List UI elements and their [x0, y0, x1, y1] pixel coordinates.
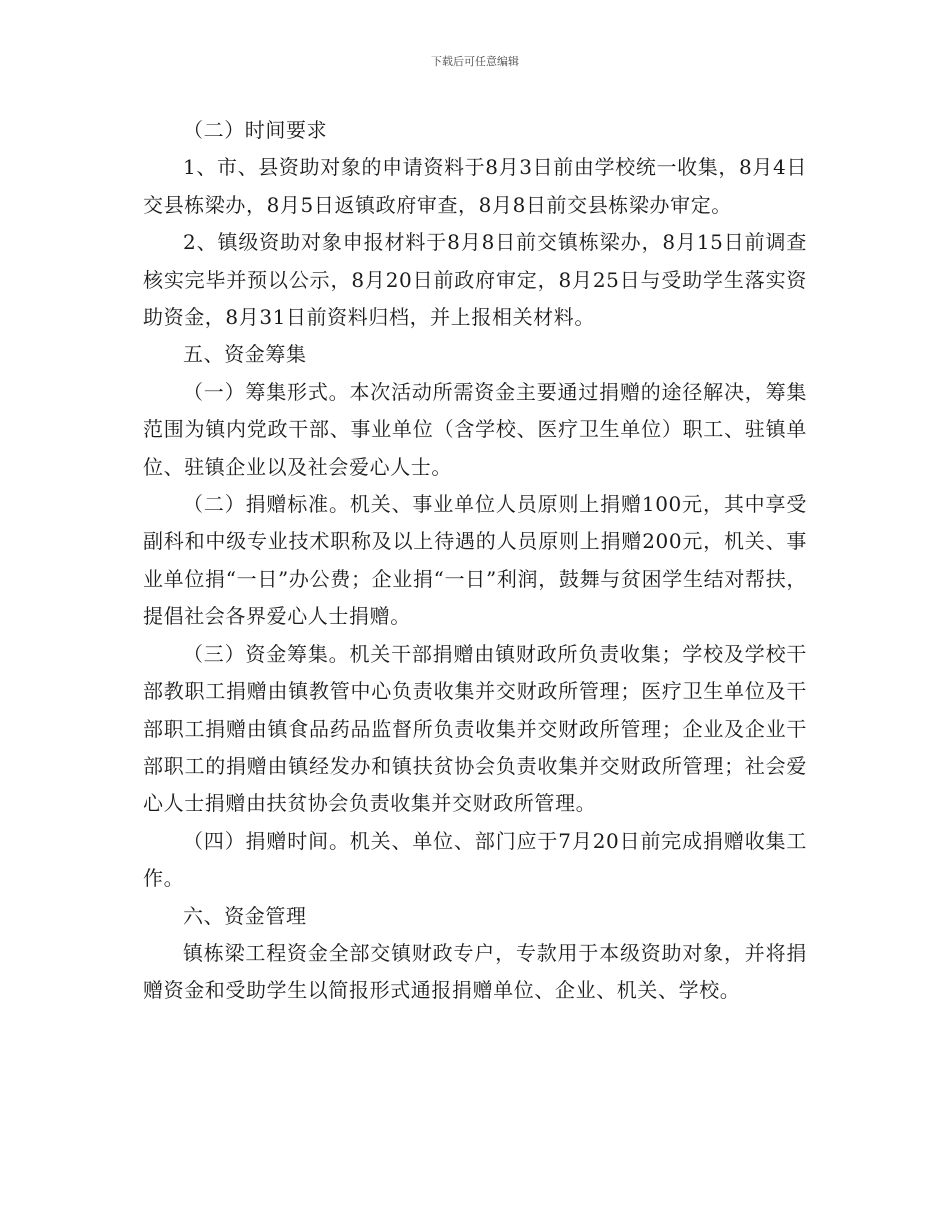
- paragraph-fund-management: 镇栋梁工程资金全部交镇财政专户，专款用于本级资助对象，并将捐赠资金和受助学生以简报形式通报捐赠单位、企业、机关、学校。: [143, 940, 807, 1003]
- paragraph-city-county-deadlines: 1、市、县资助对象的申请资料于8月3日前由学校统一收集，8月4日交县栋梁办，8月5日返镇政府审查，8月8日前交县栋梁办审定。: [143, 155, 807, 217]
- paragraph-town-deadlines: 2、镇级资助对象申报材料于8月8日前交镇栋梁办，8月15日前调查核实完毕并预以公示，8月20日前政府审定，8月25日与受助学生落实资助资金，8月31日前资料归档，并上报相关材料。: [143, 230, 808, 330]
- section-heading-time-requirements: （二）时间要求: [183, 118, 328, 142]
- page-header-note: 下载后可任意编辑: [431, 55, 519, 68]
- paragraph-donation-time: （四）捐赠时间。机关、单位、部门应于7月20日前完成捐赠收集工作。: [143, 828, 807, 891]
- paragraph-donation-standard: （二）捐赠标准。机关、事业单位人员原则上捐赠100元，其中享受副科和中级专业技术职称及以上待遇的人员原则上捐赠200元，机关、事业单位捐“一日”办公费；企业捐“一日”利润，鼓舞与贫困学生结对帮扶，提倡社会各界爱心人士捐赠。: [143, 492, 807, 629]
- section-heading-fund-management: 六、资金管理: [183, 903, 307, 928]
- document-body: [143, 112, 807, 1010]
- paragraph-fund-collection: （三）资金筹集。机关干部捐赠由镇财政所负责收集；学校及学校干部教职工捐赠由镇教管中心负责收集并交财政所管理；医疗卫生单位及干部职工捐赠由镇食品药品监督所负责收集并交财政所管理；企业及企业干部职工的捐赠由镇经发办和镇扶贫协会负责收集并交财政所管理；社会爱心人士捐赠由扶贫协会负责收集并交财政所管理。: [143, 641, 807, 816]
- paragraph-raising-form: （一）筹集形式。本次活动所需资金主要通过捐赠的途径解决，筹集范围为镇内党政干部、事业单位（含学校、医疗卫生单位）职工、驻镇单位、驻镇企业以及社会爱心人士。: [143, 379, 807, 479]
- section-heading-fund-raising: 五、资金筹集: [183, 342, 307, 367]
